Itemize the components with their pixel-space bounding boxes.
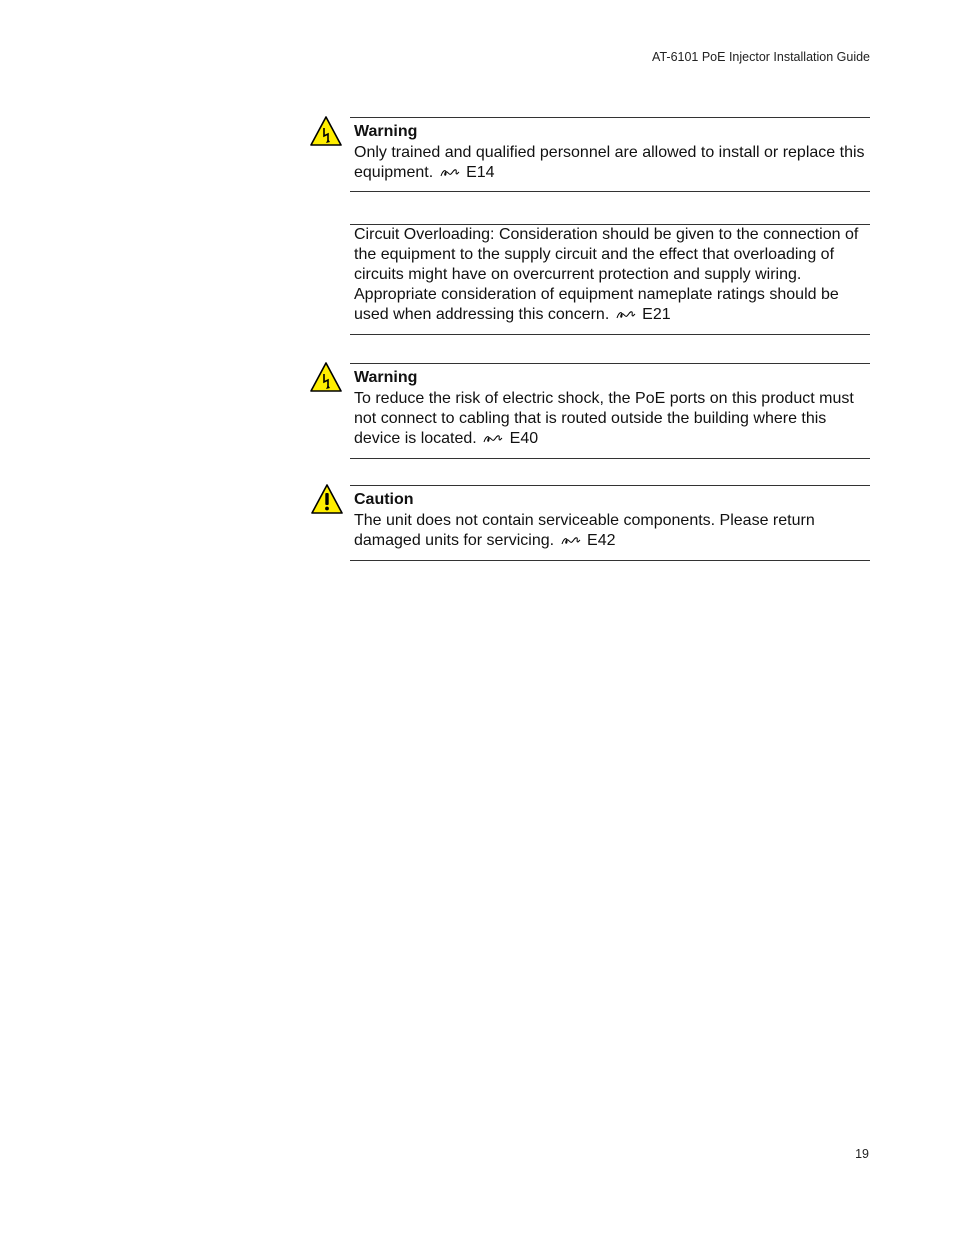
- page-number: 19: [855, 1147, 869, 1161]
- electrical-hazard-icon: [309, 115, 343, 147]
- running-header: AT-6101 PoE Injector Installation Guide: [652, 50, 870, 64]
- notice-title: Warning: [354, 123, 418, 140]
- notice-body: [354, 143, 866, 183]
- signature-ref-icon: [440, 166, 460, 178]
- notice-body: [354, 225, 866, 325]
- notice-text: The unit does not contain serviceable components. Please return damaged units for servicing.: [354, 512, 815, 549]
- notice-code: E40: [509, 430, 539, 447]
- signature-ref-icon: [616, 308, 636, 320]
- notice-title: Caution: [354, 491, 414, 508]
- signature-ref-icon: [561, 534, 581, 546]
- notice-text: Only trained and qualified personnel are allowed to install or replace this equipment.: [354, 144, 865, 181]
- notice-text: To reduce the risk of electric shock, the PoE ports on this product must not connect to cabling that is routed outside the building where this device is located.: [354, 390, 854, 447]
- notice-body: [354, 511, 866, 551]
- notice-title: Warning: [354, 369, 418, 386]
- note-circuit-overloading-e21: [350, 224, 870, 335]
- caution-exclamation-icon: [310, 483, 344, 515]
- notice-code: E21: [642, 306, 671, 323]
- notice-code: E42: [587, 532, 616, 549]
- notice-code: E14: [466, 164, 495, 181]
- notice-text: Circuit Overloading: Consideration should be given to the connection of the equipment to the supply circuit and the effect that overloading of circuits might have on overcurrent protection and supply wiring. Appropriate consideration of equipment nameplate ratings should be used when addressing this concern.: [354, 226, 859, 323]
- notice-body: [354, 389, 866, 449]
- warning-notice-e40: [350, 363, 870, 459]
- warning-notice-e14: [350, 117, 870, 192]
- electrical-hazard-icon: [309, 361, 343, 393]
- caution-notice-e42: [350, 485, 870, 561]
- signature-ref-icon: [483, 432, 503, 444]
